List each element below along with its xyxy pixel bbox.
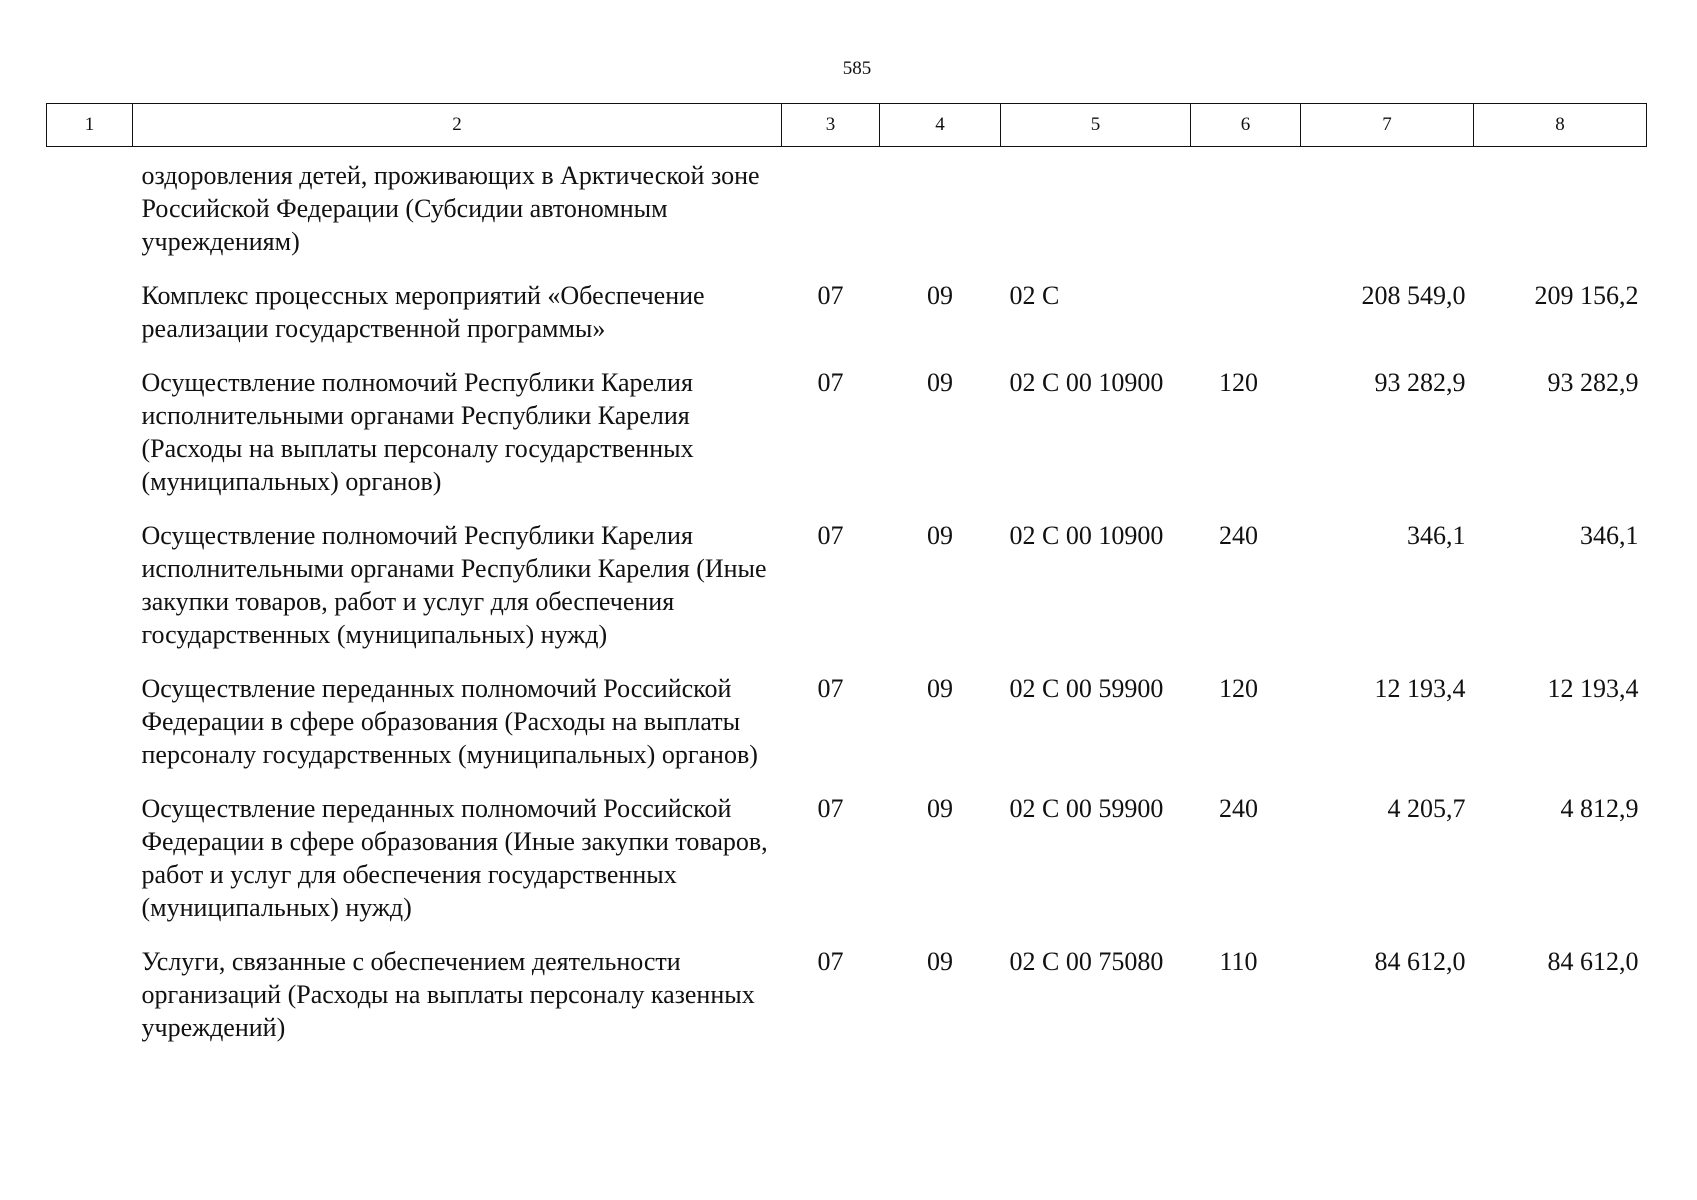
amount-cell-7: 84 612,0 bbox=[1374, 947, 1466, 976]
section-cell: 07 bbox=[817, 947, 844, 976]
name-cell: Осуществление переданных полномочий Российской Федерации в сфере образования (Иные закупки товаров, работ и услуг для обеспечения государственных (муниципальных) нужд) bbox=[141, 794, 768, 922]
amount-cell-8: 4 812,9 bbox=[1560, 794, 1639, 823]
header-col-3: 3 bbox=[782, 104, 880, 147]
table-body bbox=[47, 147, 1647, 1053]
page-number: 585 bbox=[842, 58, 872, 79]
col1-cell bbox=[47, 506, 133, 659]
header-col-7: 7 bbox=[1301, 104, 1474, 147]
target-article-cell: 02 С 00 10900 bbox=[1009, 368, 1164, 397]
target-article-cell: 02 С 00 10900 bbox=[1009, 521, 1164, 550]
name-cell: оздоровления детей, проживающих в Арктической зоне Российской Федерации (Субсидии автономным учреждениям) bbox=[141, 161, 760, 256]
amount-cell-8: 209 156,2 bbox=[1534, 281, 1639, 310]
amount-cell-7: 4 205,7 bbox=[1387, 794, 1466, 823]
expense-type-cell: 110 bbox=[1219, 947, 1258, 976]
name-cell: Услуги, связанные с обеспечением деятельности организаций (Расходы на выплаты персоналу казенных учреждений) bbox=[141, 947, 755, 1042]
expense-type-cell: 120 bbox=[1219, 368, 1258, 397]
table-row bbox=[47, 353, 1647, 506]
target-article-cell: 02 С 00 59900 bbox=[1009, 674, 1164, 703]
target-article-cell: 02 С bbox=[1009, 281, 1060, 310]
section-cell: 07 bbox=[817, 794, 844, 823]
col1-cell bbox=[47, 779, 133, 932]
header-row bbox=[47, 104, 1647, 147]
amount-cell-7: 208 549,0 bbox=[1361, 281, 1466, 310]
expense-type-cell bbox=[1191, 147, 1301, 267]
section-cell: 07 bbox=[817, 521, 844, 550]
amount-cell-7: 346,1 bbox=[1407, 521, 1466, 550]
expense-type-cell: 240 bbox=[1219, 521, 1258, 550]
target-article-cell bbox=[1001, 147, 1191, 267]
col1-cell bbox=[47, 353, 133, 506]
section-cell: 07 bbox=[817, 674, 844, 703]
expense-type-cell: 120 bbox=[1219, 674, 1258, 703]
col1-cell bbox=[47, 266, 133, 353]
amount-cell-7: 12 193,4 bbox=[1374, 674, 1466, 703]
section-cell: 07 bbox=[817, 281, 844, 310]
name-cell: Осуществление полномочий Республики Карелия исполнительными органами Республики Карелия (Расходы на выплаты персоналу государственных (муниципальных) органов) bbox=[141, 368, 694, 496]
table-row bbox=[47, 779, 1647, 932]
amount-cell-8: 346,1 bbox=[1580, 521, 1639, 550]
header-col-2: 2 bbox=[133, 104, 782, 147]
subsection-cell: 09 bbox=[927, 281, 953, 310]
header-col-5: 5 bbox=[1001, 104, 1191, 147]
section-cell: 07 bbox=[817, 368, 844, 397]
name-cell: Комплекс процессных мероприятий «Обеспечение реализации государственной программы» bbox=[141, 281, 705, 343]
header-col-4: 4 bbox=[880, 104, 1001, 147]
subsection-cell: 09 bbox=[927, 368, 953, 397]
expense-type-cell bbox=[1191, 266, 1301, 353]
subsection-cell: 09 bbox=[927, 947, 953, 976]
budget-table bbox=[46, 103, 1647, 1052]
table-row bbox=[47, 659, 1647, 779]
table-row bbox=[47, 932, 1647, 1052]
amount-cell-8 bbox=[1474, 147, 1647, 267]
col1-cell bbox=[47, 932, 133, 1052]
name-cell: Осуществление полномочий Республики Карелия исполнительными органами Республики Карелия (Иные закупки товаров, работ и услуг для обеспечения государственных (муниципальных) нужд) bbox=[141, 521, 767, 649]
subsection-cell: 09 bbox=[927, 674, 953, 703]
col1-cell bbox=[47, 659, 133, 779]
target-article-cell: 02 С 00 75080 bbox=[1009, 947, 1164, 976]
section-cell bbox=[782, 147, 880, 267]
table-row bbox=[47, 266, 1647, 353]
amount-cell-7: 93 282,9 bbox=[1374, 368, 1466, 397]
name-cell: Осуществление переданных полномочий Российской Федерации в сфере образования (Расходы на выплаты персоналу государственных (муниципальных) органов) bbox=[141, 674, 758, 769]
subsection-cell bbox=[880, 147, 1001, 267]
table-row bbox=[47, 506, 1647, 659]
subsection-cell: 09 bbox=[927, 521, 953, 550]
amount-cell-8: 84 612,0 bbox=[1547, 947, 1639, 976]
amount-cell-7 bbox=[1301, 147, 1474, 267]
amount-cell-8: 93 282,9 bbox=[1547, 368, 1639, 397]
subsection-cell: 09 bbox=[927, 794, 953, 823]
header-col-8: 8 bbox=[1474, 104, 1647, 147]
amount-cell-8: 12 193,4 bbox=[1547, 674, 1639, 703]
expense-type-cell: 240 bbox=[1219, 794, 1258, 823]
header-col-1: 1 bbox=[47, 104, 133, 147]
table-row bbox=[47, 147, 1647, 267]
header-col-6: 6 bbox=[1191, 104, 1301, 147]
target-article-cell: 02 С 00 59900 bbox=[1009, 794, 1164, 823]
col1-cell bbox=[47, 147, 133, 267]
table-header bbox=[47, 104, 1647, 147]
